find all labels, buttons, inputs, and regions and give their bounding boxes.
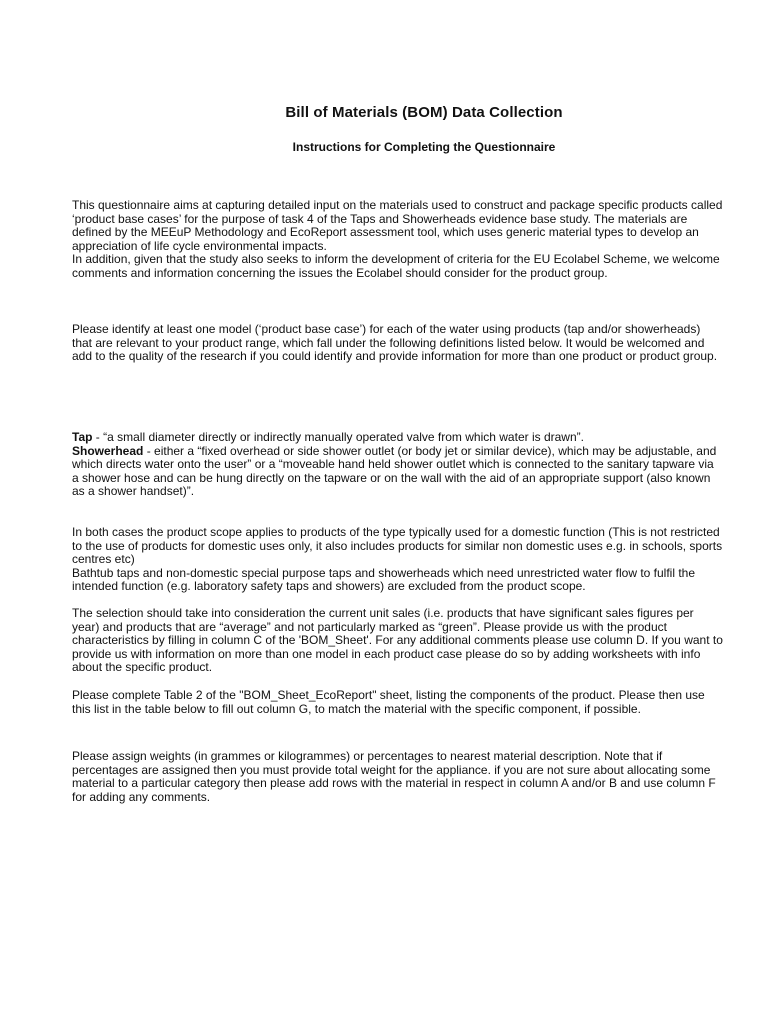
text-line: comments and information concerning the issues the Ecolabel should consider for the product group. (72, 265, 608, 280)
text-line: Bathtub taps and non-domestic special purpose taps and showerheads which need unrestricted water flow to fulfil the (72, 565, 696, 580)
text-line: defined by the MEEuP Methodology and EcoReport assessment tool, which uses generic material types to develop an (72, 225, 699, 239)
tap-definition (72, 431, 716, 445)
text-line: Please complete Table 2 of the "BOM_Sheet_EcoReport" sheet, listing the components of the product. Please then use (72, 688, 705, 702)
showerhead-term: Showerhead (72, 443, 144, 458)
text-line: centres etc) (72, 552, 135, 566)
definitions-paragraph (72, 431, 716, 499)
text-line: as a shower handset)”. (72, 484, 195, 498)
selection-paragraph (72, 607, 723, 675)
scope-paragraph (72, 526, 722, 594)
text-line: about the specific product. (72, 660, 213, 674)
text-line: for adding any comments. (72, 789, 211, 804)
text-line: that are relevant to your product range, which fall under the following definitions listed below. It would be welcomed and (72, 335, 705, 350)
document-subtitle: Instructions for Completing the Questionnaire (292, 140, 556, 154)
text-line: a shower hose and can be hung directly on the tapware or on the wall with the aid of an appropriate support (also known (72, 470, 711, 485)
text-line: to the use of products for domestic uses only, it also includes products for similar non domestic uses e.g. in schools, sports (72, 538, 723, 553)
text-line: ‘product base cases’ for the purpose of task 4 of the Taps and Showerheads evidence base study. The materials are (72, 211, 688, 226)
text-line: add to the quality of the research if you could identify and provide information for more than one product or product group. (72, 349, 718, 363)
text-line: In both cases the product scope applies to products of the type typically used for a domestic function (This is not restricted (72, 525, 720, 539)
text-line: material to a particular category then please add rows with the material in respect in column A and/or B and use column F (72, 776, 716, 790)
text-line: The selection should take into consideration the current unit sales (i.e. products that have significant sales figures per (72, 606, 694, 620)
text-line: This questionnaire aims at capturing detailed input on the materials used to construct and package specific products called (72, 198, 723, 212)
text-line: this list in the table below to fill out column G, to match the material with the specific component, if possible. (72, 701, 641, 716)
text-line: appreciation of life cycle environmental impacts. (72, 238, 327, 253)
text-line: Please identify at least one model (‘product base case’) for each of the water using products (tap and/or showerheads) (72, 322, 701, 336)
table-paragraph (72, 689, 705, 716)
text-line: provide us with information on more than one model in each product case please do so by adding worksheets with info (72, 646, 701, 661)
showerhead-definition (72, 445, 716, 459)
intro-paragraph (72, 199, 722, 280)
text-line: In addition, given that the study also seeks to inform the development of criteria for the EU Ecolabel Scheme, we welcome (72, 252, 720, 266)
tap-text: - “a small diameter directly or indirectly manually operated valve from which water is drawn”. (92, 430, 584, 444)
text-line: intended function (e.g. laboratory safety taps and showers) are excluded from the product scope. (72, 579, 586, 593)
tap-term: Tap (72, 430, 93, 444)
text-line: characteristics by filling in column C of the 'BOM_Sheet'. For any additional comments please use column D. If you want to (72, 633, 723, 647)
text-line: which directs water onto the user” or a “moveable hand held shower outlet which is connected to the sanitary tapware via (72, 457, 714, 471)
identify-paragraph (72, 323, 717, 364)
text-line: percentages are assigned then you must provide total weight for the appliance. if you are not sure about allocating some (72, 762, 711, 777)
text-line: year) and products that are “average” and not particularly marked as “green”. Please provide us with the product (72, 619, 667, 634)
weights-paragraph (72, 750, 716, 804)
document-title: Bill of Materials (BOM) Data Collection (285, 104, 563, 121)
text-line: Please assign weights (in grammes or kilogrammes) or percentages to nearest material description. Note that if (72, 749, 663, 763)
showerhead-text: - either a “fixed overhead or side shower outlet (or body jet or similar device), which may be adjustable, and (143, 443, 717, 458)
